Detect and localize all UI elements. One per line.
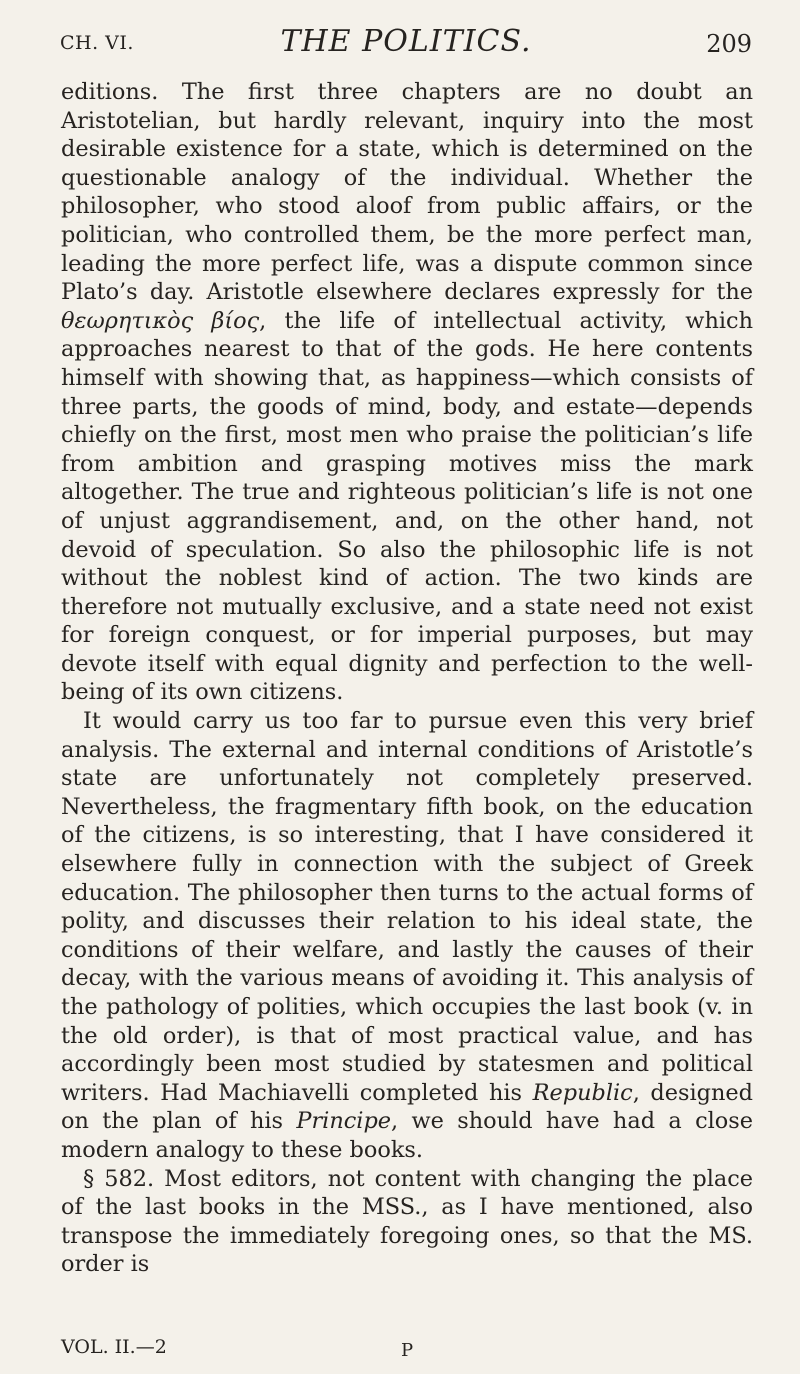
work-title: Republic bbox=[532, 1079, 633, 1106]
text-run: , we should have had a close modern analogy to these books. bbox=[61, 1108, 753, 1163]
signature-mark: P bbox=[400, 1340, 414, 1361]
text-run: editions. The first three chapters are no doubt an Aristotelian, but hardly relevant, inquiry into the most desirable existence for a state, which is determined on the questionable analogy of the individual. Whether the philosopher, who stood aloof from public affairs, or the politician, who controlled them, be the more perfect man, leading the more perfect life, was a dispute common since Plato’s day. Aristotle elsewhere declares expressly for the bbox=[61, 79, 753, 306]
text-run: It would carry us too far to pursue even this very brief analysis. The external and internal conditions of Aristotle’s state are unfortunately not completely preserved. Nevertheless, the fragmentary fifth book, on the education of the citizens, is so interesting, that I have considered it elsewhere fully in connection with the subject of Greek education. The philosopher then turns to the actual forms of polity, and discusses their relation to his ideal state, the conditions of their welfare, and lastly the causes of their decay, with the various means of avoiding it. This analysis of the pathology of polities, which occupies the last book (v. in the old order), is that of most practical value, and has accordingly been most studied by statesmen and political writers. Had Machiavelli completed his bbox=[61, 708, 753, 1106]
volume-signature: VOL. II.—2 bbox=[61, 1336, 167, 1358]
running-head bbox=[60, 20, 752, 60]
page-number: 209 bbox=[706, 30, 752, 58]
body-text bbox=[61, 78, 753, 1279]
work-title: Principe bbox=[296, 1108, 392, 1135]
text-run: , designed on the plan of his bbox=[61, 1079, 754, 1135]
chapter-label: CH. VI. bbox=[60, 32, 134, 54]
running-title: THE POLITICS. bbox=[280, 24, 532, 59]
greek-phrase: θεωρητικὸς βίος bbox=[61, 307, 260, 334]
text-run: § 582. Most editors, not content with changing the place of the last books in the MSS., as I have mentioned, also transpose the immediately foregoing ones, so that the MS. order is bbox=[61, 1165, 753, 1278]
paragraph bbox=[61, 78, 753, 707]
text-run: , the life of intellectual activity, which approaches nearest to that of the gods. He here contents himself with showing that, as happiness—which consists of three parts, the goods of mind, body, and estate—depends chiefly on the first, most men who praise the politician’s life from ambition and grasping motives miss the mark altogether. The true and righteous politician’s life is not one of unjust aggrandisement, and, on the other hand, not devoid of speculation. So also the philosophic life is not without the noblest kind of action. The two kinds are therefore not mutually exclusive, and a state need not exist for foreign conquest, or for imperial purposes, but may devote itself with equal dignity and perfection to the well-being of its own citizens. bbox=[61, 307, 753, 706]
signature-line bbox=[61, 1336, 753, 1364]
paragraph bbox=[61, 707, 753, 1165]
paragraph bbox=[61, 1165, 753, 1279]
